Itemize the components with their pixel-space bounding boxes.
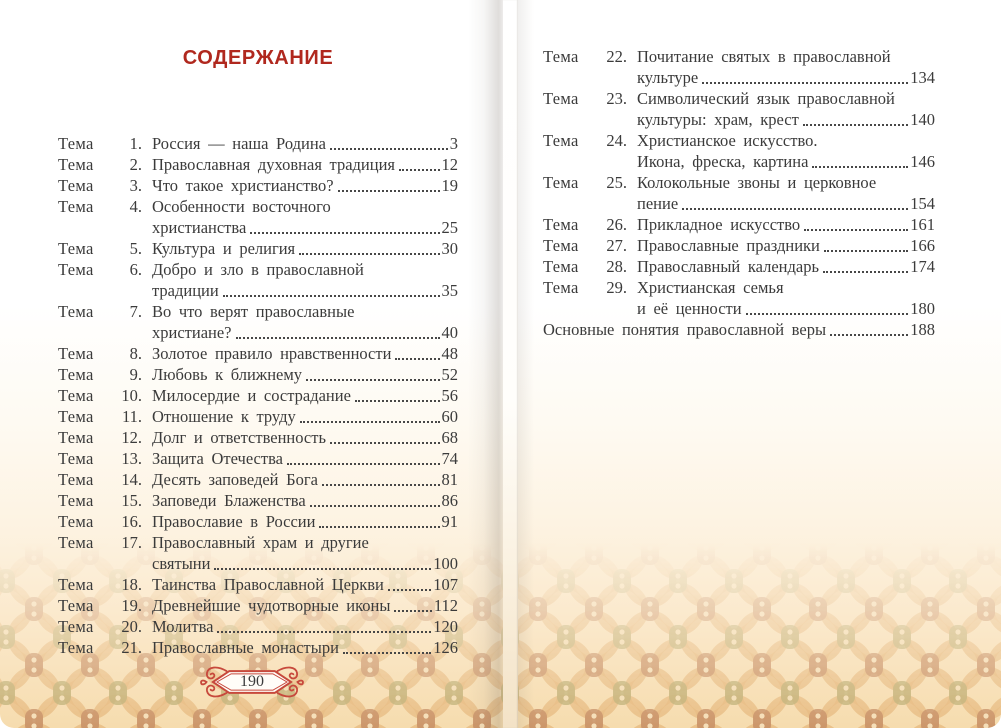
toc-entry-line [637, 193, 935, 214]
toc-entry [58, 427, 458, 448]
toc-page-ref: 107 [433, 575, 458, 594]
toc-entry-label: Тема [543, 215, 579, 234]
toc-entry-line [152, 553, 458, 574]
toc-entry-label: Тема [543, 173, 579, 192]
toc-entry-line [637, 172, 935, 193]
toc-page-ref: 154 [910, 194, 935, 213]
toc-entry-title: Православные монастыри [152, 638, 339, 657]
toc-entry [58, 637, 458, 658]
toc-entry-body [152, 469, 458, 490]
toc-entry-label: Тема [58, 533, 94, 552]
dot-leader [217, 631, 431, 633]
toc-entry-line [152, 616, 458, 637]
page-number: 190 [240, 673, 264, 690]
toc-entry-line [637, 88, 935, 109]
toc-page-ref: 74 [441, 449, 458, 468]
toc-entry [58, 385, 458, 406]
toc-page-ref: 81 [441, 470, 458, 489]
toc-entry-line [637, 214, 935, 235]
toc-entry-title: христиане? [152, 323, 232, 342]
toc-entry-number: 17. [121, 533, 142, 552]
toc-entry [58, 511, 458, 532]
toc-page-ref: 30 [441, 239, 458, 258]
toc-entry [543, 235, 935, 256]
toc-entry-number: 12. [121, 428, 142, 447]
toc-entry-label: Тема [58, 155, 94, 174]
toc-entry-body [152, 511, 458, 532]
toc-entry-line [152, 469, 458, 490]
toc-page-ref: 12 [441, 155, 458, 174]
toc-entry-title: традиции [152, 281, 219, 300]
page-gutter [503, 0, 518, 728]
toc-entry-body [152, 448, 458, 469]
toc-entry [58, 406, 458, 427]
toc-entry-title: Культура и религия [152, 239, 296, 258]
page-gutter-shadow-right [518, 0, 534, 728]
toc-entry-label: Тема [58, 365, 94, 384]
dot-leader [824, 250, 908, 252]
toc-entry-line [637, 298, 935, 319]
toc-entry-line [637, 130, 935, 151]
toc-entry [58, 364, 458, 385]
toc-entry-label: Тема [58, 239, 94, 258]
toc-entry-label: Тема [58, 470, 94, 489]
toc-page-ref: 48 [441, 344, 458, 363]
toc-page-ref: 100 [433, 554, 458, 573]
dot-leader [299, 253, 439, 255]
toc-entry-label: Тема [58, 638, 94, 657]
toc-entry [58, 154, 458, 175]
dot-leader [812, 166, 908, 168]
toc-entry-label: Тема [543, 236, 579, 255]
toc-page-ref: 52 [441, 365, 458, 384]
toc-entry-line [637, 46, 935, 67]
toc-entry-line [152, 343, 458, 364]
toc-entry-title: Россия — наша Родина [152, 134, 326, 153]
toc-entry-number: 3. [129, 176, 142, 195]
toc-entry-line [152, 595, 458, 616]
toc-entry-body [637, 88, 935, 130]
toc-entry-label: Тема [543, 89, 579, 108]
toc-entry-body [637, 214, 935, 235]
dot-leader [803, 124, 908, 126]
toc-entry-number: 14. [121, 470, 142, 489]
toc-entry-title: Православные праздники [637, 236, 820, 255]
toc-entry-label: Тема [543, 47, 579, 66]
dot-leader [746, 313, 909, 315]
toc-entry-number: 10. [121, 386, 142, 405]
toc-page-ref: 68 [441, 428, 458, 447]
toc-entry-title: Христианская семья [637, 278, 784, 297]
dot-leader [399, 169, 439, 171]
toc-page-ref: 146 [910, 152, 935, 171]
toc-entry-number: 25. [606, 173, 627, 192]
toc-entry-body [152, 385, 458, 406]
toc-entry [58, 532, 458, 574]
dot-leader [306, 379, 439, 381]
page-number-badge [199, 662, 305, 702]
toc-entry-body [637, 172, 935, 214]
toc-entry-line [152, 238, 458, 259]
dot-leader [395, 358, 439, 360]
toc-entry [58, 469, 458, 490]
toc-entry [543, 130, 935, 172]
toc-page-ref: 60 [441, 407, 458, 426]
toc-entry-number: 28. [606, 257, 627, 276]
toc-page-ref: 134 [910, 68, 935, 87]
toc-entry-title: Что такое христианство? [152, 176, 334, 195]
toc-entry-line [152, 385, 458, 406]
toc-entry-number: 15. [121, 491, 142, 510]
toc-entry-title: Православный храм и другие [152, 533, 369, 552]
toc-list-right [543, 46, 935, 340]
toc-entry-body [152, 595, 458, 616]
dot-leader [319, 526, 439, 528]
toc-entry-body [637, 46, 935, 88]
dot-leader [343, 652, 431, 654]
right-page [518, 0, 1001, 728]
toc-entry-label: Тема [543, 131, 579, 150]
toc-entry-label: Тема [58, 512, 94, 531]
toc-page-ref: 40 [441, 323, 458, 342]
toc-entry [543, 172, 935, 214]
toc-entry-title: Православная духовная традиция [152, 155, 396, 174]
toc-entry-title: Колокольные звоны и церковное [637, 173, 877, 192]
toc-entry-number: 24. [606, 131, 627, 150]
toc-entry-line [152, 259, 458, 280]
toc-entry-label: Тема [543, 257, 579, 276]
toc-entry-number: 8. [129, 344, 142, 363]
toc-page-ref: 180 [910, 299, 935, 318]
toc-entry-label: Тема [58, 407, 94, 426]
toc-entry-title: Символический язык православной [637, 89, 895, 108]
toc-entry [58, 238, 458, 259]
toc-entry-line [152, 364, 458, 385]
toc-entry [58, 448, 458, 469]
toc-page-ref: 161 [910, 215, 935, 234]
toc-entry-body [152, 364, 458, 385]
toc-entry-label: Тема [58, 575, 94, 594]
toc-entry [58, 490, 458, 511]
toc-entry-title: Особенности восточного [152, 197, 331, 216]
toc-entry-label: Тема [58, 449, 94, 468]
toc-entry-body [152, 490, 458, 511]
dot-leader [682, 208, 908, 210]
toc-entry-line [152, 574, 458, 595]
dot-leader [214, 568, 431, 570]
toc-entry-line [152, 427, 458, 448]
toc-entry-line [152, 448, 458, 469]
toc-entry-title: Золотое правило нравственности [152, 344, 392, 363]
toc-entry [58, 616, 458, 637]
dot-leader [830, 334, 908, 336]
toc-entry-title: Десять заповедей Бога [152, 470, 318, 489]
toc-entry [58, 595, 458, 616]
toc-entry [58, 259, 458, 301]
toc-entry-line [152, 637, 458, 658]
toc-list-left [58, 133, 458, 658]
toc-entry-number: 18. [121, 575, 142, 594]
toc-entry-line [543, 319, 935, 340]
toc-entry-line [637, 67, 935, 88]
toc-page-ref: 35 [441, 281, 458, 300]
dot-leader [330, 442, 440, 444]
toc-entry-line [637, 256, 935, 277]
dot-leader [287, 463, 440, 465]
toc-entry-label: Тема [58, 596, 94, 615]
toc-page-ref: 56 [441, 386, 458, 405]
toc-entry-line [152, 511, 458, 532]
toc-entry [58, 196, 458, 238]
toc-entry [543, 319, 935, 340]
dot-leader [804, 229, 908, 231]
toc-entry-title: Почитание святых в православной [637, 47, 891, 66]
toc-entry-title: Молитва [152, 617, 214, 636]
toc-entry-body [637, 256, 935, 277]
toc-entry [543, 88, 935, 130]
dot-leader [823, 271, 908, 273]
toc-entry-number: 2. [129, 155, 142, 174]
dot-leader [322, 484, 440, 486]
toc-page-ref: 188 [910, 320, 935, 339]
toc-entry-number: 7. [129, 302, 142, 321]
toc-entry [58, 133, 458, 154]
toc-entry [543, 277, 935, 319]
toc-entry-body [152, 616, 458, 637]
toc-entry [543, 256, 935, 277]
toc-entry-number: 13. [121, 449, 142, 468]
toc-entry-body [152, 343, 458, 364]
toc-entry-line [152, 322, 458, 343]
page-gutter-shadow-left [468, 0, 503, 728]
toc-entry-body [637, 277, 935, 319]
toc-page-ref: 140 [910, 110, 935, 129]
toc-entry-line [152, 490, 458, 511]
toc-entry-label: Тема [58, 386, 94, 405]
dot-leader [223, 295, 440, 297]
toc-entry-line [152, 280, 458, 301]
toc-entry-number: 21. [121, 638, 142, 657]
toc-entry-title: Отношение к труду [152, 407, 296, 426]
toc-entry-line [637, 277, 935, 298]
toc-page-ref: 112 [433, 596, 458, 615]
toc-entry-label: Тема [58, 428, 94, 447]
toc-entry-number: 20. [121, 617, 142, 636]
toc-entry-title: христианства [152, 218, 247, 237]
dot-leader [330, 148, 448, 150]
toc-entry-line [637, 109, 935, 130]
toc-entry-title: и её ценности [637, 299, 742, 318]
toc-entry-number: 4. [129, 197, 142, 216]
toc-entry-body [152, 196, 458, 238]
toc-entry-number: 11. [121, 407, 142, 426]
toc-entry-line [152, 154, 458, 175]
toc-entry-body [152, 301, 458, 343]
page-title: СОДЕРЖАНИЕ [182, 47, 334, 69]
toc-entry-title: Основные понятия православной веры [543, 320, 827, 339]
toc-entry-number: 26. [606, 215, 627, 234]
toc-entry-label: Тема [58, 302, 94, 321]
toc-entry-title: Икона, фреска, картина [637, 152, 809, 171]
toc-entry-number: 19. [121, 596, 142, 615]
toc-entry [58, 301, 458, 343]
toc-entry-title: Долг и ответственность [152, 428, 326, 447]
toc-entry-line [152, 406, 458, 427]
toc-entry-title: культуры: храм, крест [637, 110, 799, 129]
toc-entry-body [152, 175, 458, 196]
toc-entry-number: 23. [606, 89, 627, 108]
toc-page-ref: 126 [433, 638, 458, 657]
toc-entry-number: 16. [121, 512, 142, 531]
toc-entry-label: Тема [58, 260, 94, 279]
toc-entry [58, 574, 458, 595]
dot-leader [338, 190, 440, 192]
toc-entry-body [637, 130, 935, 172]
dot-leader [300, 421, 440, 423]
toc-entry-title: Христианское искусство. [637, 131, 818, 150]
toc-entry-label: Тема [58, 617, 94, 636]
toc-entry-body [152, 238, 458, 259]
toc-entry-body [152, 574, 458, 595]
dot-leader [388, 589, 431, 591]
toc-entry-body [152, 406, 458, 427]
toc-entry-body [152, 637, 458, 658]
toc-page-ref: 86 [441, 491, 458, 510]
toc-page-ref: 174 [910, 257, 935, 276]
toc-entry-body [543, 319, 935, 340]
toc-entry-number: 29. [606, 278, 627, 297]
toc-entry-body [152, 532, 458, 574]
toc-entry-label: Тема [58, 134, 94, 153]
toc-page-ref: 19 [441, 176, 458, 195]
dot-leader [236, 337, 440, 339]
dot-leader [250, 232, 439, 234]
toc-entry-title: Заповеди Блаженства [152, 491, 306, 510]
toc-entry-title: Во что верят православные [152, 302, 355, 321]
toc-entry-title: Любовь к ближнему [152, 365, 303, 384]
toc-entry-line [152, 217, 458, 238]
toc-entry-number: 27. [606, 236, 627, 255]
toc-page-ref: 25 [441, 218, 458, 237]
toc-entry-number: 5. [129, 239, 142, 258]
toc-entry-body [152, 154, 458, 175]
toc-entry-line [152, 175, 458, 196]
toc-entry-title: Таинства Православной Церкви [152, 575, 384, 594]
toc-entry-label: Тема [58, 176, 94, 195]
toc-entry-body [637, 235, 935, 256]
toc-entry-title: Древнейшие чудотворные иконы [152, 596, 391, 615]
toc-page-ref: 3 [449, 134, 458, 153]
toc-entry [58, 343, 458, 364]
toc-entry-line [637, 151, 935, 172]
toc-entry-title: Православный календарь [637, 257, 819, 276]
toc-entry-label: Тема [58, 197, 94, 216]
toc-entry-label: Тема [543, 278, 579, 297]
toc-entry [543, 46, 935, 88]
dot-leader [310, 505, 440, 507]
toc-page-ref: 166 [910, 236, 935, 255]
toc-entry-number: 6. [129, 260, 142, 279]
dot-leader [355, 400, 440, 402]
toc-entry-title: Прикладное искусство [637, 215, 801, 234]
toc-entry-title: Добро и зло в православной [152, 260, 364, 279]
toc-entry-body [152, 259, 458, 301]
toc-entry-title: святыни [152, 554, 211, 573]
toc-entry [543, 214, 935, 235]
toc-entry-title: пение [637, 194, 679, 213]
toc-entry-label: Тема [58, 344, 94, 363]
dot-leader [394, 610, 431, 612]
toc-entry-title: Милосердие и сострадание [152, 386, 351, 405]
toc-entry-title: Православие в России [152, 512, 316, 531]
toc-page-ref: 120 [433, 617, 458, 636]
toc-entry-line [152, 532, 458, 553]
toc-entry-line [637, 235, 935, 256]
toc-entry-title: культуре [637, 68, 699, 87]
toc-entry-body [152, 133, 458, 154]
toc-entry-label: Тема [58, 491, 94, 510]
toc-entry-line [152, 133, 458, 154]
toc-entry-number: 22. [606, 47, 627, 66]
toc-entry-title: Защита Отечества [152, 449, 283, 468]
toc-page-ref: 91 [441, 512, 458, 531]
toc-entry-line [152, 196, 458, 217]
toc-entry-number: 9. [129, 365, 142, 384]
toc-entry-number: 1. [129, 134, 142, 153]
toc-entry-line [152, 301, 458, 322]
toc-entry-body [152, 427, 458, 448]
dot-leader [702, 82, 908, 84]
toc-entry [58, 175, 458, 196]
